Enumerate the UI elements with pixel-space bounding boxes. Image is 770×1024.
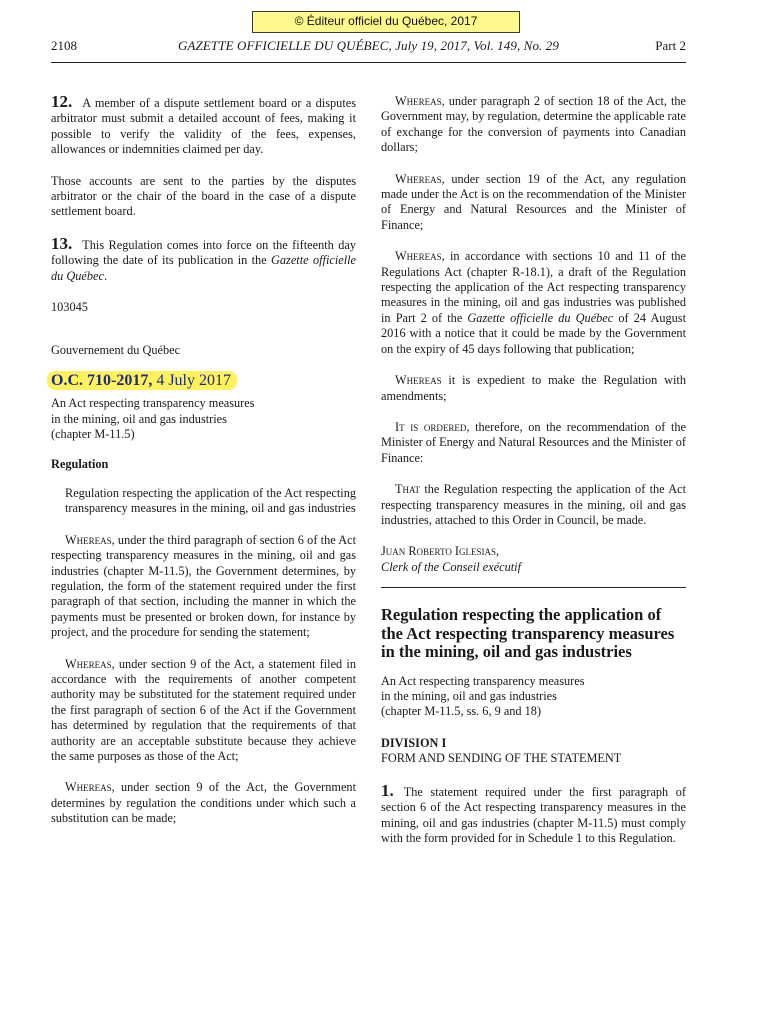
- section-13-text-a: This Regulation comes into force on the fifteenth day following the date of its publication in the: [51, 237, 356, 268]
- signer-name: Juan Roberto Iglesias,: [381, 544, 500, 559]
- whereas-1: [51, 533, 356, 641]
- whereas-5-keyword: Whereas: [395, 171, 442, 186]
- whereas-7-keyword: Whereas: [395, 373, 442, 388]
- whereas-4-text: , under paragraph 2 of section 18 of the Act, the Government may, by regulation, determine the applicable rate of exchange for the conversion of payments into Canadian dollars;: [381, 94, 686, 155]
- section-13-gazette-name: Gazette officielle du Québec: [51, 253, 356, 283]
- whereas-5: [381, 172, 686, 234]
- whereas-1-text: , under the third paragraph of section 6 of the Act respecting transparency measures in the mining, oil and gas industries (chapter M-11.5), the Government determines, by regulation, the form of the statement required under the first paragraph of that section, including the manner in which the payments must be presented or broken down, for instance by project, and the procedure for sending the statement;: [51, 532, 356, 640]
- regulation-main-title: Regulation respecting the application of the Act respecting transparency measures in the mining, oil and gas industries: [381, 605, 675, 662]
- part-label: Part 2: [655, 38, 686, 53]
- that-clause: [381, 482, 686, 528]
- whereas-2-text: , under section 9 of the Act, a statement filed in accordance with the requirements of another competent authority may be substituted for the statement required under the first paragraph of section 6 of the Act if the Government has determined by regulation that the requirements of that authority are an acceptable substitute because they achieve the same purposes as those of the Act;: [51, 656, 356, 763]
- whereas-7: [381, 373, 686, 404]
- regulation-heading: Regulation: [51, 456, 109, 471]
- regulation-title: Regulation respecting the application of the Act respecting transparency measures in the mining, oil and gas industries: [65, 485, 356, 516]
- that-clause-keyword: That: [395, 482, 421, 497]
- section-12-paragraph-2: Those accounts are sent to the parties by the disputes arbitrator or the chair of the board in the case of a dispute settlement board.: [51, 173, 356, 219]
- government-name: Gouvernement du Québec: [51, 343, 181, 358]
- act-title-line-1: An Act respecting transparency measures: [51, 396, 255, 411]
- page-number: 2108: [51, 38, 77, 53]
- whereas-3: [51, 780, 356, 826]
- whereas-6-gazette-name: Gazette officielle du Québec: [467, 310, 614, 325]
- whereas-6-keyword: Whereas: [395, 249, 442, 264]
- section-13-number: 13.: [51, 233, 73, 253]
- section-12-number: 12.: [51, 92, 73, 111]
- act2-title-line-1: An Act respecting transparency measures: [381, 673, 585, 688]
- section-12-text: A member of a dispute settlement board or a disputes arbitrator must submit a detailed account of fees, making it possible to verify the validity of the fees, expenses, allowances or indemnities claimed per day.: [51, 96, 356, 157]
- whereas-6-text-a: , in accordance with sections 10 and 11 of the Regulations Act (chapter R-18.1), a draft of the Regulation respecting the application of the Act respecting transparency measures in the mining, oil and gas industries was published in Part 2 of the: [381, 249, 686, 325]
- order-clause: [381, 420, 686, 466]
- right-column: [381, 94, 686, 846]
- left-column: [51, 94, 356, 827]
- whereas-3-text: , under section 9 of the Act, the Government determines by regulation the conditions under which such a substitution can be made;: [51, 780, 356, 826]
- division-heading: DIVISION I: [381, 735, 447, 750]
- section-1-text: The statement required under the first paragraph of section 6 of the Act respecting transparency measures in the mining, oil and gas industries (chapter M-11.5) must comply with the form provided for in Schedule 1 to this Regulation.: [381, 784, 686, 845]
- whereas-7-text: it is expedient to make the Regulation with amendments;: [381, 373, 686, 403]
- signer-title-text: Clerk of the Conseil exécutif: [381, 559, 522, 574]
- reference-number: 103045: [51, 300, 88, 315]
- whereas-5-text: , under section 19 of the Act, any regulation made under the Act is on the recommendation of the Minister of Energy and Natural Resources and the Minister of Finance;: [381, 171, 686, 232]
- act-chapter: (chapter M-11.5): [51, 427, 135, 442]
- whereas-3-keyword: Whereas: [65, 780, 112, 795]
- order-clause-keyword: It is ordered: [395, 419, 467, 434]
- whereas-2: [51, 657, 356, 765]
- gazette-title: GAZETTE OFFICIELLE DU QUÉBEC, July 19, 2017, Vol. 149, No. 29: [178, 38, 559, 53]
- division-title: FORM AND SENDING OF THE STATEMENT: [381, 751, 622, 766]
- section-divider: [381, 587, 686, 588]
- order-in-council-date: 4 July 2017: [152, 371, 231, 389]
- order-clause-text: , therefore, on the recommendation of the Minister of Energy and Natural Resources and the Minister of Finance:: [381, 419, 686, 465]
- section-1: [381, 780, 686, 847]
- section-13: [51, 233, 356, 284]
- whereas-2-keyword: Whereas: [65, 656, 112, 671]
- section-1-number: 1.: [381, 780, 394, 800]
- that-clause-text: the Regulation respecting the application of the Act respecting transparency measures in the mining, oil and gas industries, attached to this Order in Council, be made.: [381, 482, 686, 527]
- whereas-6-text-b: of 24 August 2016 with a notice that it could be made by the Government on the expiry of 45 days following that publication;: [381, 310, 686, 356]
- act-title-line-2: in the mining, oil and gas industries: [51, 411, 227, 426]
- whereas-4-keyword: Whereas: [395, 94, 442, 108]
- page-header: [51, 38, 686, 58]
- section-13-text-b: .: [103, 268, 108, 283]
- header-rule: [51, 62, 686, 63]
- whereas-6: [381, 249, 686, 357]
- act2-chapter: (chapter M-11.5, ss. 6, 9 and 18): [381, 704, 542, 719]
- order-in-council-label: [47, 371, 237, 390]
- section-12: [51, 94, 356, 158]
- whereas-4: [381, 94, 686, 156]
- act2-title-line-2: in the mining, oil and gas industries: [381, 689, 557, 704]
- signer-title: [381, 560, 686, 575]
- copyright-banner: © Éditeur officiel du Québec, 2017: [252, 11, 520, 33]
- whereas-1-keyword: Whereas: [65, 532, 112, 547]
- order-in-council-number: O.C. 710-2017,: [51, 371, 153, 389]
